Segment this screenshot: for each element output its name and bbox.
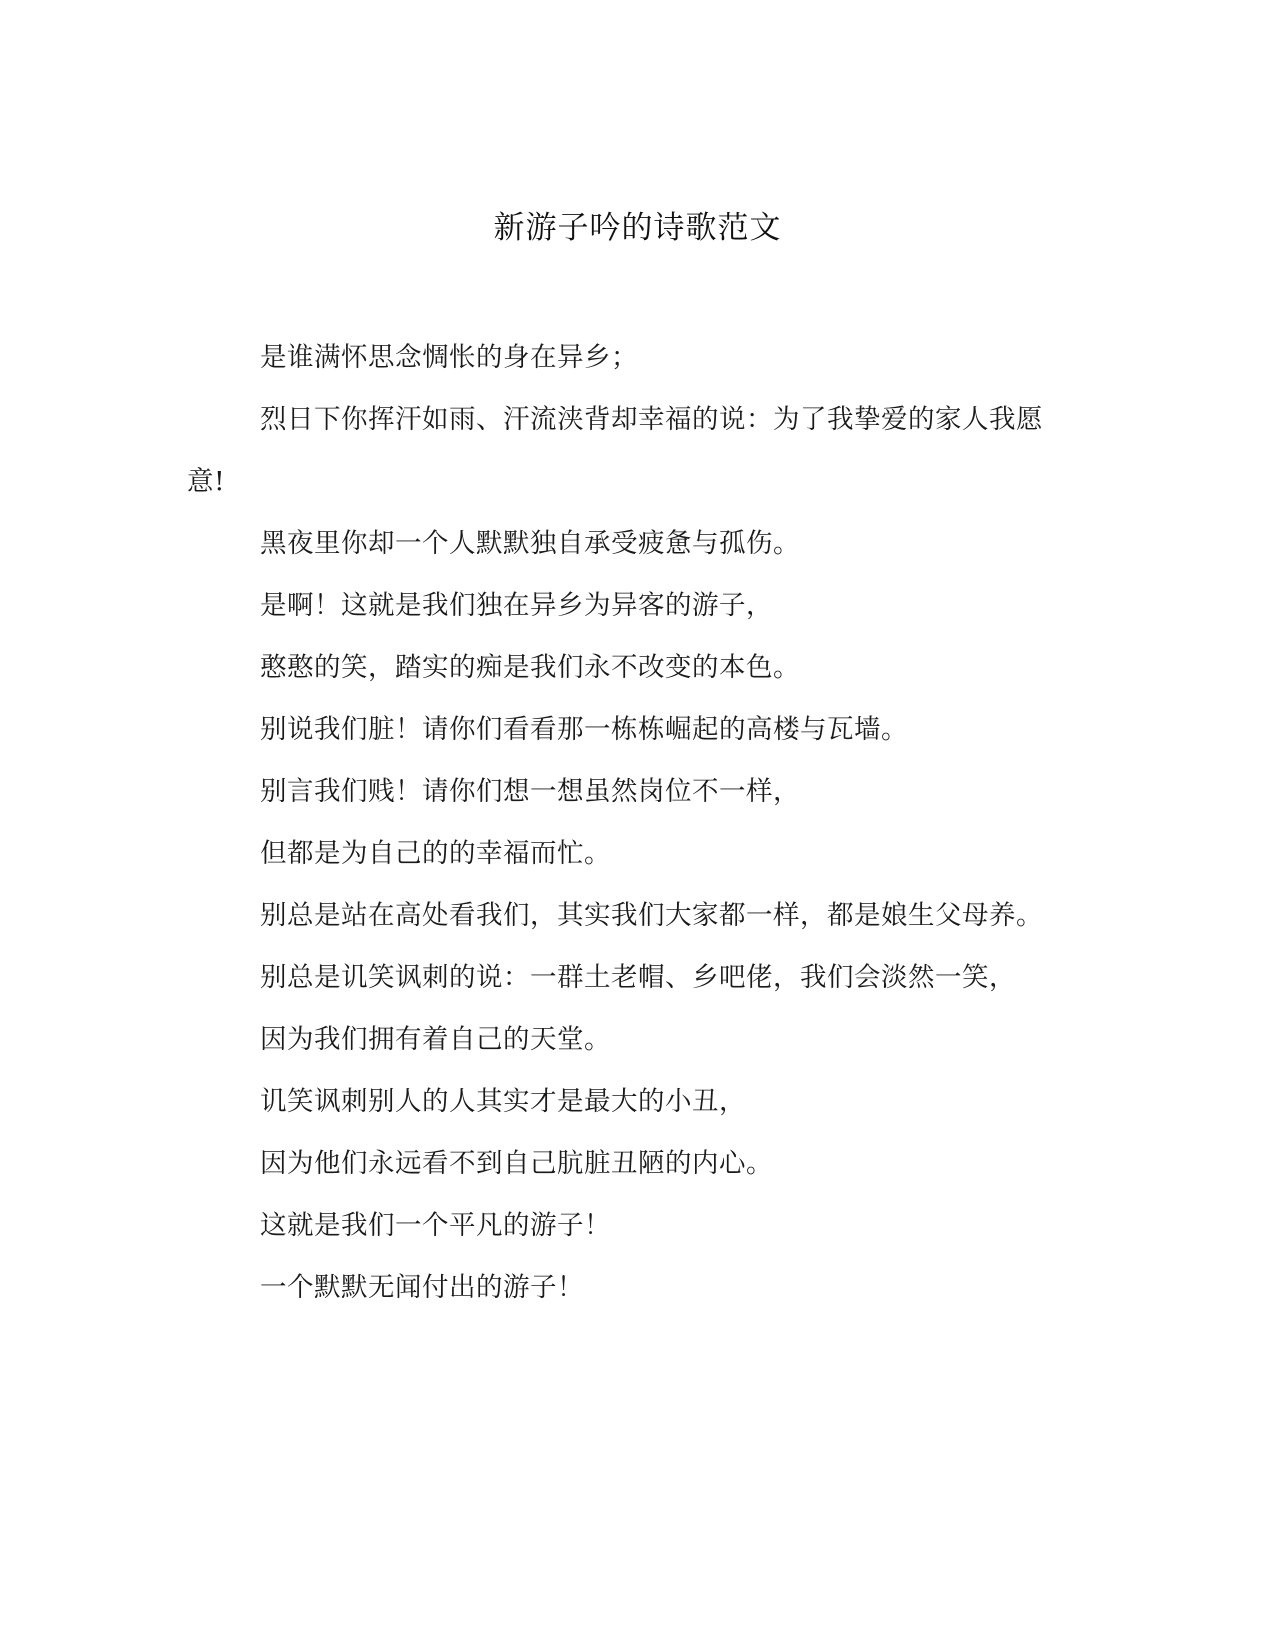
poem-line: 烈日下你挥汗如雨、汗流浃背却幸福的说：为了我挚爱的家人我愿意! — [187, 404, 1043, 497]
poem-line: 是谁满怀思念惆怅的身在异乡； — [260, 342, 638, 373]
poem-line: 这就是我们一个平凡的游子！ — [260, 1210, 611, 1241]
poem-line: 讥笑讽刺别人的人其实才是最大的小丑， — [260, 1086, 746, 1117]
document-title: 新游子吟的诗歌范文 — [493, 210, 782, 246]
poem-line: 别总是站在高处看我们，其实我们大家都一样，都是娘生父母养。 — [260, 900, 1043, 931]
poem-line: 因为我们拥有着自己的天堂。 — [260, 1024, 611, 1055]
poem-line: 但都是为自己的的幸福而忙。 — [260, 838, 611, 869]
poem-line: 别言我们贱！请你们想一想虽然岗位不一样， — [260, 776, 800, 807]
poem-line: 因为他们永远看不到自己肮脏丑陋的内心。 — [260, 1148, 773, 1179]
poem-line: 是啊！这就是我们独在异乡为异客的游子， — [260, 590, 773, 621]
poem-line: 别总是讥笑讽刺的说：一群土老帽、乡吧佬，我们会淡然一笑， — [260, 962, 1016, 993]
poem-body — [187, 327, 1067, 1319]
poem-line: 黑夜里你却一个人默默独自承受疲惫与孤伤。 — [260, 528, 800, 559]
poem-line: 一个默默无闻付出的游子！ — [260, 1272, 584, 1303]
poem-line: 憨憨的笑，踏实的痴是我们永不改变的本色。 — [260, 652, 800, 683]
poem-line: 别说我们脏！请你们看看那一栋栋崛起的高楼与瓦墙。 — [260, 714, 908, 745]
